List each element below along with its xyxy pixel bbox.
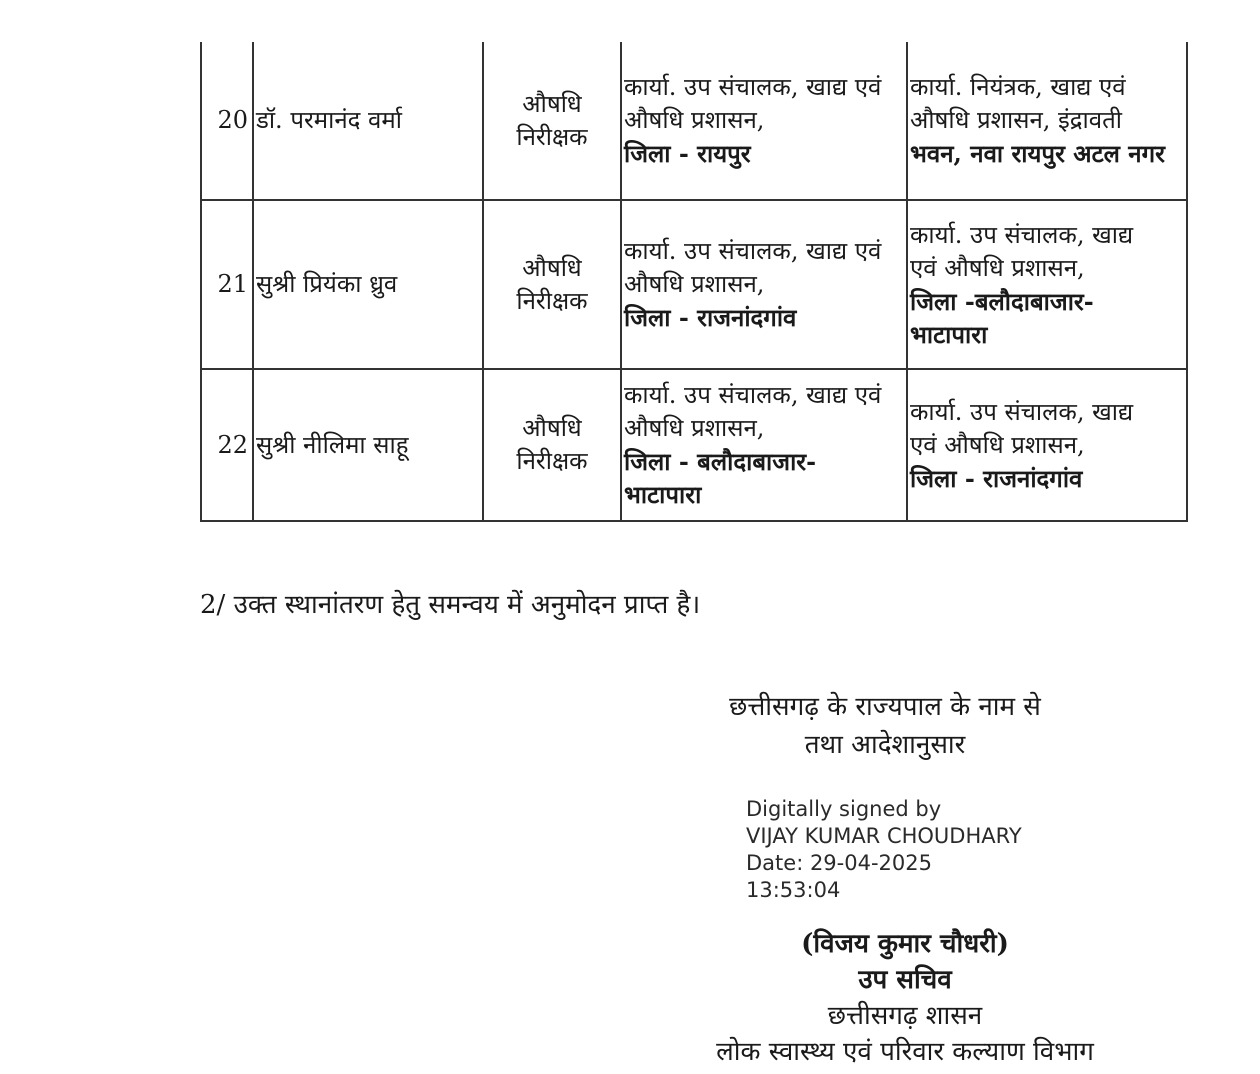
new-posting-cell [907, 42, 1187, 200]
cell-line: कार्या. उप संचालक, खाद्य [910, 220, 1134, 249]
cell-line: औषधि [522, 414, 582, 442]
cell-line: जिला - बलौदाबाजार- [624, 447, 817, 476]
designation-cell [483, 42, 621, 200]
cell-line: निरीक्षक [516, 447, 588, 475]
serial-number-cell: 22 [201, 369, 253, 521]
digital-signature-line-1: Digitally signed by [746, 797, 942, 821]
cell-line: एवं औषधि प्रशासन, [910, 430, 1085, 459]
signatory-government: छत्तीसगढ़ शासन [827, 1001, 983, 1031]
current-posting-cell [621, 369, 907, 521]
current-posting-cell [621, 200, 907, 369]
order-by-line-2: तथा आदेशानुसार [804, 730, 966, 760]
cell-line: भवन, नवा रायपुर अटल नगर [910, 139, 1165, 168]
cell-line: जिला -बलौदाबाजार- [910, 286, 1094, 316]
cell-line: भाटापारा [624, 480, 702, 509]
cell-line: औषधि प्रशासन, इंद्रावती [910, 106, 1123, 134]
cell-line: औषधि प्रशासन, [624, 270, 765, 298]
table-row [201, 200, 1187, 369]
signatory-name: (विजय कुमार चौधरी) [801, 929, 1009, 959]
table-row [201, 42, 1187, 200]
digital-signature-block [746, 796, 1022, 904]
signatory-title: उप सचिव [858, 965, 952, 995]
approval-paragraph: 2/ उक्त स्थानांतरण हेतु समन्वय में अनुमोदन प्राप्त है। [200, 590, 701, 620]
cell-line: जिला - राजनांदगांव [910, 463, 1083, 493]
cell-line: एवं औषधि प्रशासन, [910, 253, 1085, 282]
digital-signature-line-2: VIJAY KUMAR CHOUDHARY [746, 824, 1022, 848]
cell-line: जिला - रायपुर [624, 139, 751, 168]
cell-line: औषधि [522, 89, 582, 118]
cell-line: कार्या. उप संचालक, खाद्य एवं [624, 237, 882, 265]
order-by-line-1: छत्तीसगढ़ के राज्यपाल के नाम से [729, 692, 1041, 722]
digital-signature-line-4: 13:53:04 [746, 878, 841, 902]
serial-number-cell: 21 [201, 200, 253, 369]
cell-line: निरीक्षक [516, 286, 588, 315]
cell-line: कार्या. नियंत्रक, खाद्य एवं [910, 73, 1126, 101]
new-posting-cell [907, 200, 1187, 369]
current-posting-cell [621, 42, 907, 200]
cell-line: औषधि प्रशासन, [624, 106, 765, 134]
cell-line: कार्या. उप संचालक, खाद्य एवं [624, 381, 882, 409]
officer-name-cell: सुश्री प्रियंका ध्रुव [253, 200, 483, 369]
serial-number-cell: 20 [201, 42, 253, 200]
cell-line: जिला - राजनांदगांव [624, 303, 797, 332]
order-by-block [640, 688, 1130, 764]
cell-line: निरीक्षक [516, 122, 588, 151]
designation-cell [483, 200, 621, 369]
signatory-department: लोक स्वास्थ्य एवं परिवार कल्याण विभाग [716, 1037, 1094, 1067]
digital-signature-line-3: Date: 29-04-2025 [746, 851, 932, 875]
transfer-table [200, 42, 1188, 522]
table-row [201, 369, 1187, 521]
cell-line: भाटापारा [910, 319, 988, 349]
cell-line: औषधि प्रशासन, [624, 414, 765, 442]
new-posting-cell [907, 369, 1187, 521]
cell-line: कार्या. उप संचालक, खाद्य [910, 397, 1134, 426]
officer-name-cell: डॉ. परमानंद वर्मा [253, 42, 483, 200]
signatory-block [580, 926, 1230, 1070]
cell-line: औषधि [522, 253, 582, 282]
designation-cell [483, 369, 621, 521]
cell-line: कार्या. उप संचालक, खाद्य एवं [624, 73, 882, 101]
officer-name-cell: सुश्री नीलिमा साहू [253, 369, 483, 521]
